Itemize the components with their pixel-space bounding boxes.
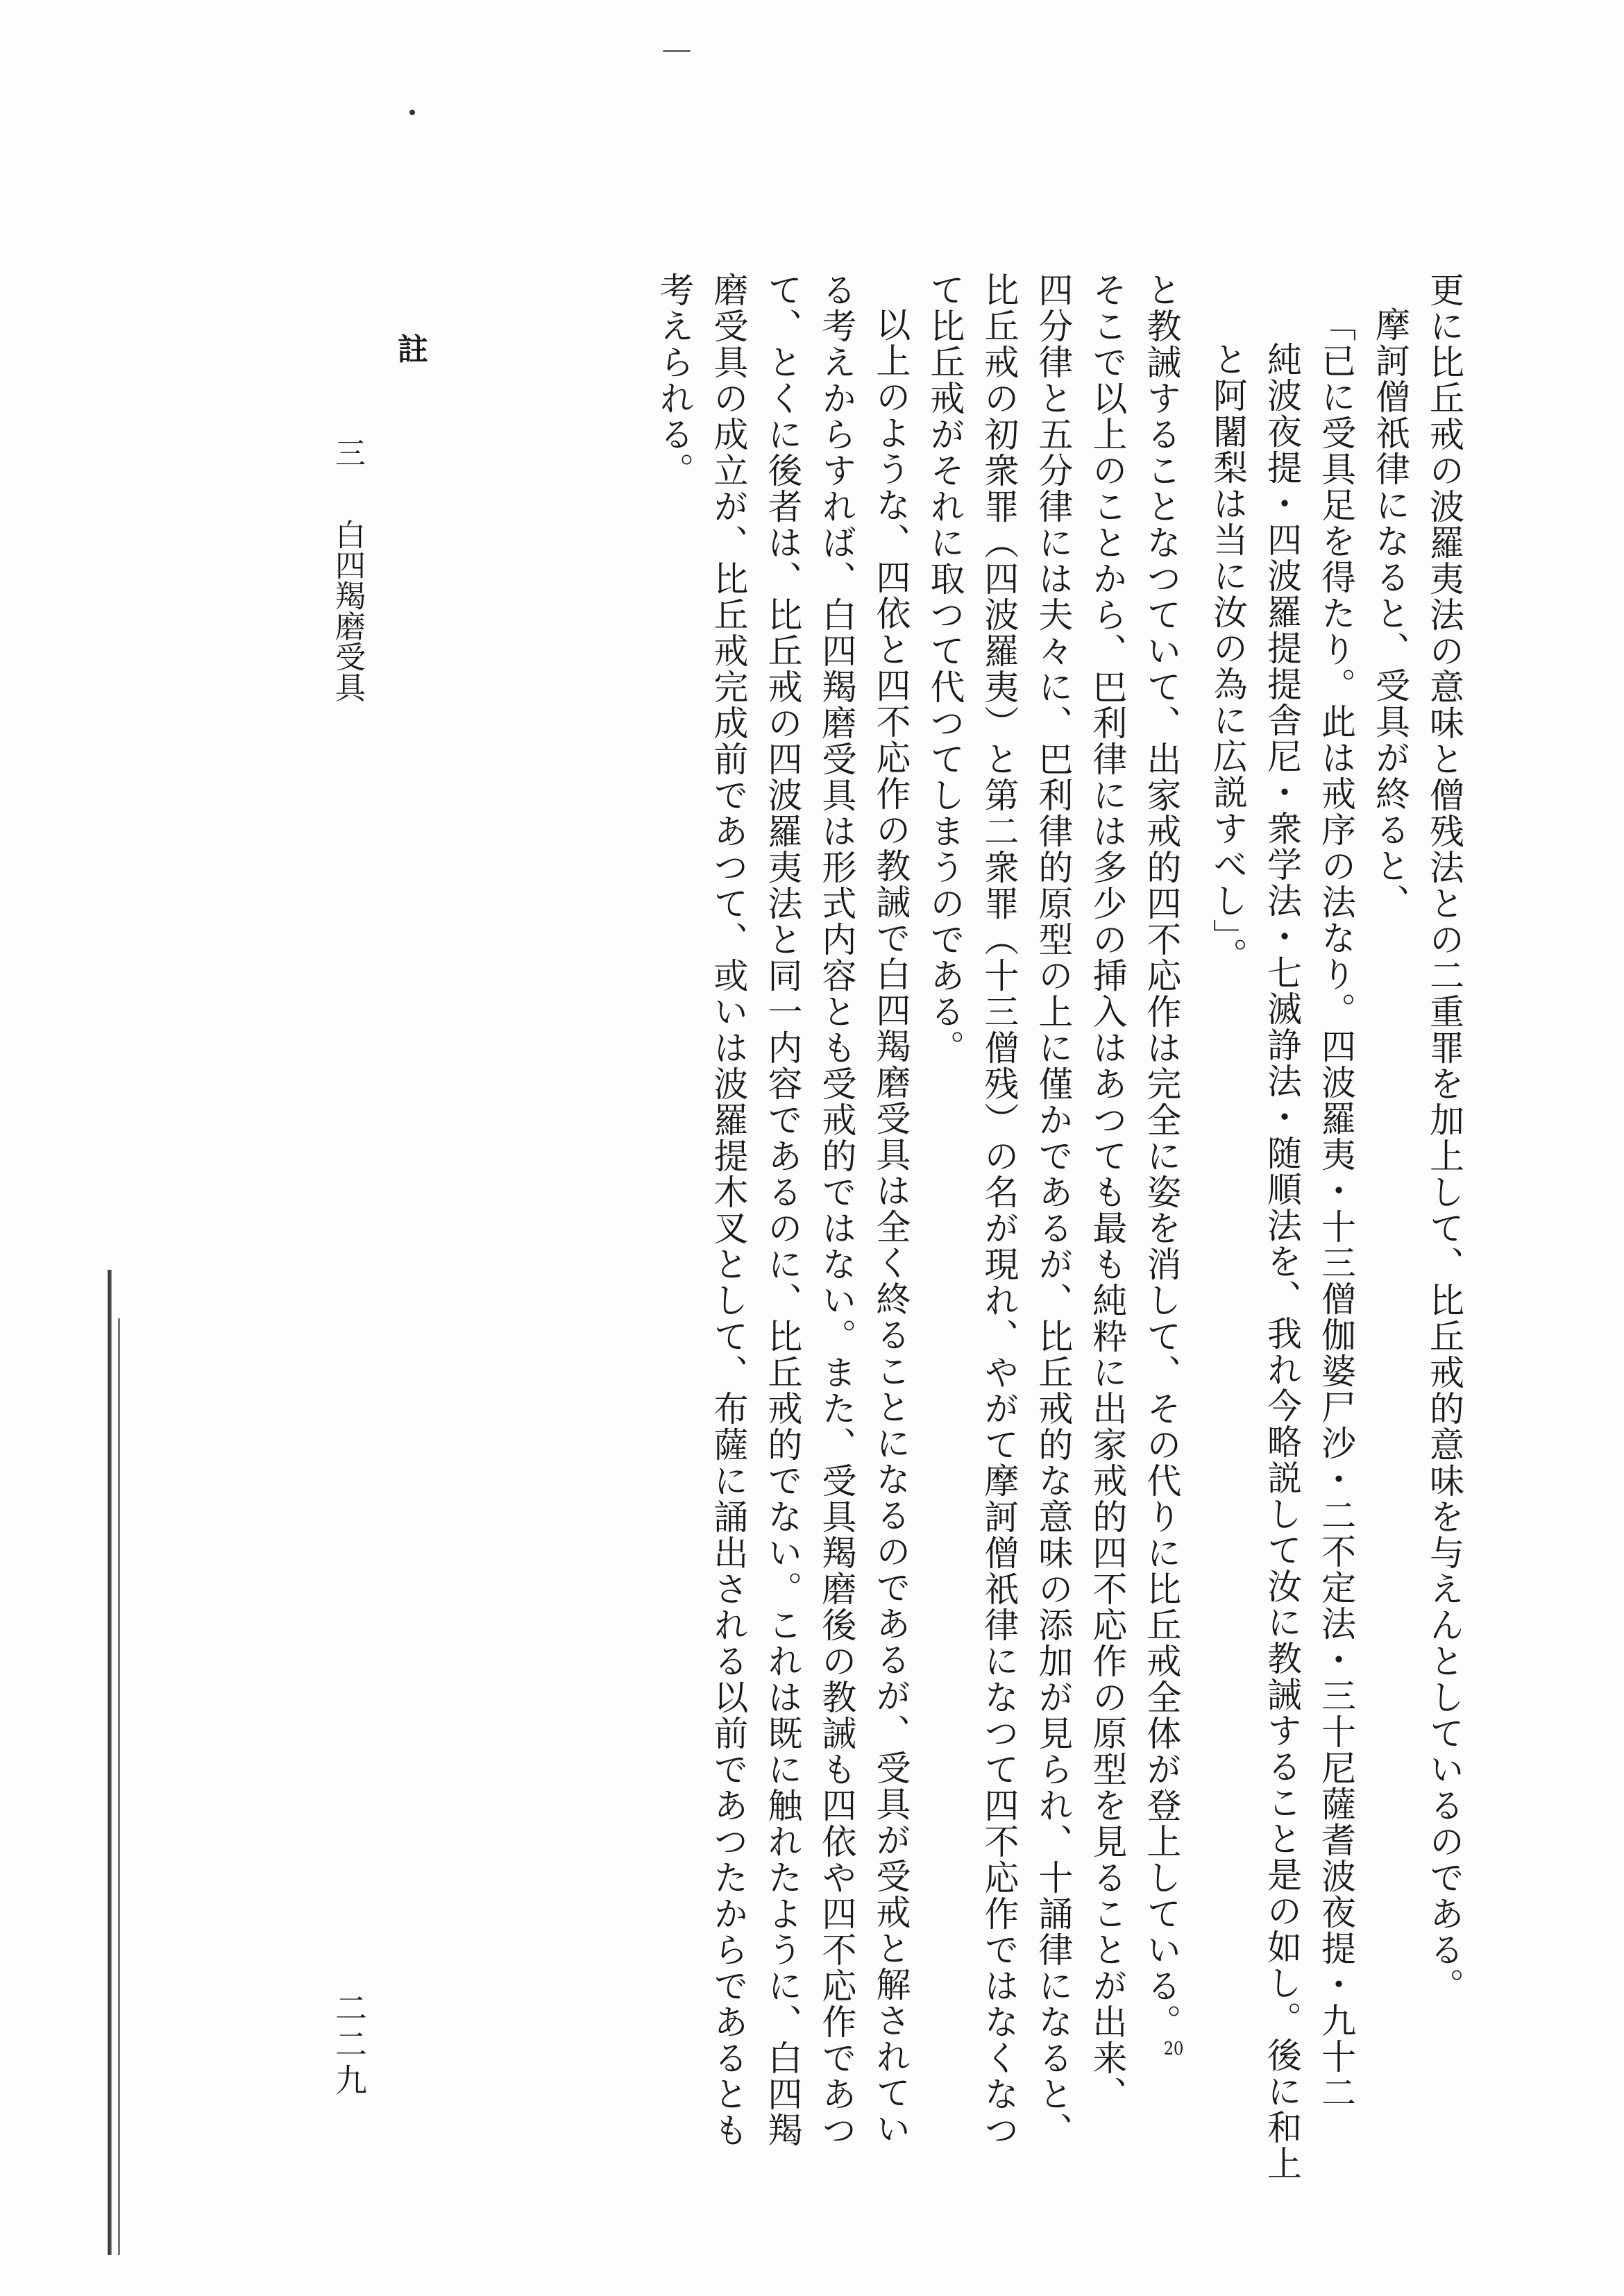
section-number: 三 bbox=[330, 437, 365, 468]
text-line: そこで以上のことから、巴利律には多少の挿入はあつても最も純粋に出家戒的四不応作の原型を見ることが出来、 bbox=[1087, 272, 1128, 2112]
binding-shadow-line bbox=[108, 1270, 112, 2255]
notes-footer bbox=[316, 333, 441, 702]
text-line: 磨受具の成立が、比丘戒完成前であつて、或いは波羅提木叉として、布薩に誦出される以前であつたからであるとも bbox=[708, 272, 749, 2148]
section-title: 白四羯磨受具 bbox=[330, 519, 365, 702]
quote-line: 「已に受具足を得たり。此は戒序の法なり。四波羅夷・十三僧伽婆尸沙・二不定法・三十尼薩耆波夜提・九十二 bbox=[1316, 307, 1356, 2111]
quote-line: と阿闍梨は当に汝の為に広説すべし」。 bbox=[1208, 341, 1248, 973]
text-line: 考えられる。 bbox=[654, 272, 695, 488]
text-line: る考えからすれば、白四羯磨受具は形式内容とも受戒的ではない。また、受具羯磨後の教誡も四依や四不応作であつ bbox=[816, 272, 857, 2148]
text-line: 四分律と五分律には夫々に、巴利律的原型の上に僅かであるが、比丘戒的な意味の添加が見られ、十誦律になると、 bbox=[1033, 272, 1074, 2148]
text-line: 以上のような、四依と四不応作の教誡で白四羯磨受具は全く終ることになるのであるが、受具が受戒と解されてい bbox=[870, 307, 911, 2147]
text-segment: と教誡することなつていて、出家戒的四不応作は完全に姿を消して、その代りに比丘戒全体が登上している。 bbox=[1141, 272, 1182, 2040]
text-line: 更に比丘戒の波羅夷法の意味と僧残法との二重罪を加上して、比丘戒的意味を与えんとしているのである。 bbox=[1424, 272, 1464, 2004]
text-line: 比丘戒の初衆罪（四波羅夷）と第二衆罪（十三僧残）の名が現れ、やがて摩訶僧祇律になつて四不応作ではなくなつ bbox=[979, 272, 1020, 2148]
text-line-with-note bbox=[1134, 272, 1201, 2118]
notes-section bbox=[316, 333, 378, 702]
quote-line: 純波夜提・四波羅提提舎尼・衆学法・七滅諍法・随順法を、我れ今略説して汝に教誡すること是の如し。後に和上 bbox=[1262, 341, 1302, 2182]
binding-shadow-line-thin bbox=[118, 1318, 120, 2255]
body-text bbox=[647, 272, 1471, 2182]
page-number: 二二九 bbox=[330, 1991, 368, 2100]
text-line: て、とくに後者は、比丘戒の四波羅夷法と同一内容であるのに、比丘戒的でない。これは既に触れたように、白四羯 bbox=[762, 272, 803, 2148]
scan-speck bbox=[409, 110, 415, 115]
text-line: て比丘戒がそれに取つて代つてしまうのである。 bbox=[924, 272, 965, 1066]
text-line: 摩訶僧祇律になると、受具が終ると、 bbox=[1370, 307, 1410, 920]
scan-speck bbox=[663, 50, 691, 52]
note-reference: 20 bbox=[1163, 2040, 1184, 2058]
notes-heading: 註 bbox=[392, 333, 428, 364]
